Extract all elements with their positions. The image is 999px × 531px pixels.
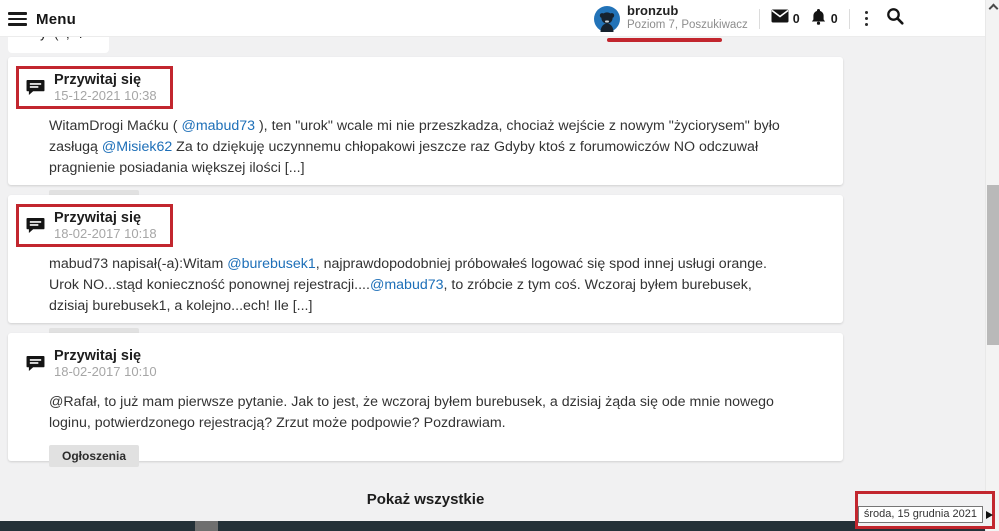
mail-icon bbox=[771, 9, 789, 28]
post-text: mabud73 napisał(-a):Witam bbox=[49, 256, 228, 272]
posts-list bbox=[8, 57, 843, 461]
truncated-card[interactable] bbox=[8, 37, 109, 53]
user-name: bronzub bbox=[627, 3, 679, 19]
header-divider bbox=[759, 9, 760, 29]
post-header bbox=[16, 204, 173, 247]
horizontal-scroll-thumb[interactable] bbox=[195, 521, 218, 531]
date-tooltip: środa, 15 grudnia 2021 bbox=[858, 506, 983, 523]
post-title-link[interactable]: Przywitaj się bbox=[54, 348, 142, 364]
topic-bubble-icon bbox=[26, 217, 45, 234]
vertical-scrollbar[interactable] bbox=[985, 0, 999, 531]
header-divider bbox=[849, 9, 850, 29]
more-options-button[interactable] bbox=[861, 9, 873, 29]
post-card bbox=[8, 333, 843, 461]
posts-feed bbox=[8, 37, 843, 508]
horizontal-scrollbar[interactable] bbox=[0, 521, 999, 531]
search-button[interactable] bbox=[886, 7, 904, 30]
user-avatar bbox=[594, 6, 620, 32]
post-text: @Rafał, to już mam pierwsze pytanie. Jak to jest, że wczoraj byłem burebusek, a dzisiaj żąda się ode mnie nowego loginu, potwierdzonego rejestracją? Zrzut może podpowie? Pozdrawiam. bbox=[49, 394, 774, 431]
post-category-tag[interactable]: Ogłoszenia bbox=[49, 445, 139, 467]
date-highlight-box bbox=[855, 491, 995, 529]
post-body bbox=[49, 116, 791, 179]
user-mention-link[interactable]: @mabud73 bbox=[181, 118, 256, 134]
top-header bbox=[0, 0, 999, 37]
messages-count: 0 bbox=[792, 11, 800, 26]
user-meta bbox=[627, 4, 748, 32]
post-title-link[interactable]: Przywitaj się bbox=[54, 72, 142, 88]
topic-bubble-icon bbox=[26, 79, 45, 96]
post-date: 18-02-2017 10:10 bbox=[54, 364, 157, 379]
post-text: ), ten "urok" wcale mi nie przeszkadza, chociaż wejście z nowym "życiorysem" było zasługą bbox=[49, 118, 780, 155]
post-header bbox=[16, 342, 173, 385]
menu-label: Menu bbox=[36, 10, 76, 28]
post-text: WitamDrogi Maćku ( bbox=[49, 118, 182, 134]
post-text: , najprawdopodobniej próbowałeś logować się spod innej usługi orange. Urok NO...stąd konieczność ponownej rejestracji.... bbox=[49, 256, 767, 293]
post-text: Za to dziękuję uczynnemu chłopakowi jeszcze raz Gdyby ktoś z forumowiczów NO odczuwał pragnienie posiadania większej ilości [...] bbox=[49, 139, 759, 176]
post-header-text bbox=[54, 348, 157, 379]
post-body bbox=[49, 392, 791, 434]
vertical-scroll-thumb[interactable] bbox=[987, 185, 999, 345]
messages-button[interactable] bbox=[771, 9, 800, 28]
user-profile-chip[interactable] bbox=[594, 4, 748, 32]
hamburger-icon bbox=[8, 12, 27, 26]
menu-toggle[interactable] bbox=[8, 6, 76, 32]
user-mention-link[interactable]: @Misiek62 bbox=[101, 139, 173, 155]
show-all-link[interactable]: Pokaż wszystkie bbox=[366, 491, 485, 508]
notifications-count: 0 bbox=[830, 11, 838, 26]
scroll-up-arrow-icon[interactable] bbox=[988, 4, 998, 14]
post-card bbox=[8, 195, 843, 323]
post-header bbox=[16, 66, 173, 109]
post-card bbox=[8, 57, 843, 185]
notifications-button[interactable] bbox=[810, 8, 838, 30]
user-tab-active-indicator bbox=[607, 38, 722, 42]
mouse-cursor-icon bbox=[986, 511, 993, 519]
topic-bubble-icon bbox=[26, 355, 45, 372]
post-text: , to zróbcie z tym coś. Wczoraj byłem burebusek, dzisiaj burebusek1, a kolejno...ech! Ile [...] bbox=[49, 277, 752, 314]
post-header-text bbox=[54, 210, 157, 241]
header-right bbox=[594, 0, 904, 37]
post-header-text bbox=[54, 72, 157, 103]
post-title-link[interactable]: Przywitaj się bbox=[54, 210, 142, 226]
post-date: 15-12-2021 10:38 bbox=[54, 88, 157, 103]
user-mention-link[interactable]: @burebusek1 bbox=[227, 256, 316, 272]
post-date: 18-02-2017 10:18 bbox=[54, 226, 157, 241]
post-body bbox=[49, 254, 791, 317]
user-mention-link[interactable]: @mabud73 bbox=[369, 277, 444, 293]
bell-icon bbox=[810, 8, 827, 30]
search-icon bbox=[886, 7, 904, 30]
user-level: Poziom 7, Poszukiwacz bbox=[627, 19, 748, 32]
